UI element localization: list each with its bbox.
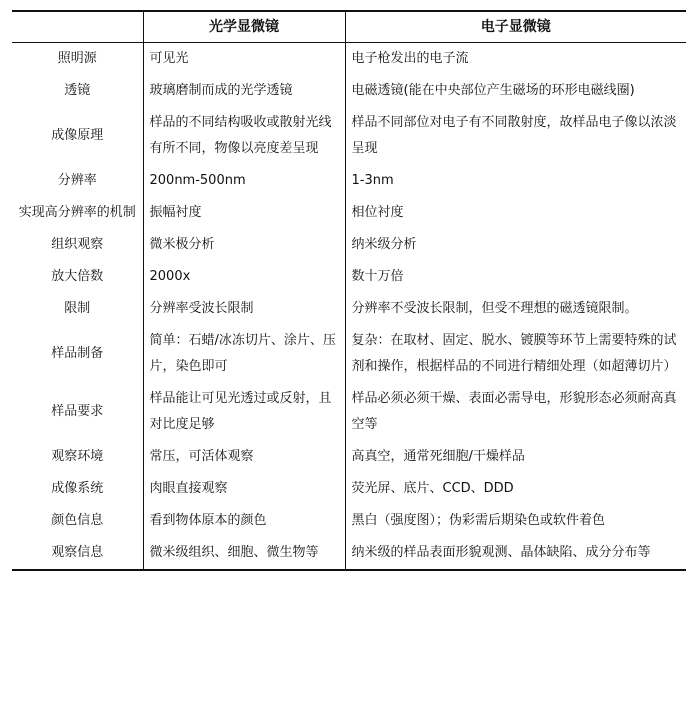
optical-cell: 样品能让可见光透过或反射，且对比度足够 bbox=[143, 383, 345, 441]
header-blank-cell bbox=[12, 11, 143, 43]
table-row bbox=[12, 293, 686, 325]
optical-cell: 分辨率受波长限制 bbox=[143, 293, 345, 325]
table-row bbox=[12, 107, 686, 165]
electron-cell: 数十万倍 bbox=[345, 261, 686, 293]
table-row bbox=[12, 165, 686, 197]
optical-cell: 振幅衬度 bbox=[143, 197, 345, 229]
optical-cell: 2000x bbox=[143, 261, 345, 293]
electron-cell: 复杂：在取材、固定、脱水、镀膜等环节上需要特殊的试剂和操作，根据样品的不同进行精细处理（如超薄切片） bbox=[345, 325, 686, 383]
row-label: 样品制备 bbox=[51, 346, 104, 361]
electron-cell: 1-3nm bbox=[345, 165, 686, 197]
row-label: 观察信息 bbox=[51, 545, 104, 560]
electron-cell: 相位衬度 bbox=[345, 197, 686, 229]
electron-cell: 样品必须必须干燥、表面必需导电，形貌形态必须耐高真空等 bbox=[345, 383, 686, 441]
row-label: 照明源 bbox=[57, 51, 97, 66]
row-label: 颜色信息 bbox=[51, 513, 104, 528]
table-row bbox=[12, 325, 686, 383]
row-label: 放大倍数 bbox=[51, 269, 104, 284]
table-row bbox=[12, 197, 686, 229]
row-label: 成像原理 bbox=[51, 128, 104, 143]
header-optical-microscope: 光学显微镜 bbox=[143, 11, 345, 43]
electron-cell: 分辨率不受波长限制，但受不理想的磁透镜限制。 bbox=[345, 293, 686, 325]
table-row bbox=[12, 537, 686, 570]
optical-cell: 微米极分析 bbox=[143, 229, 345, 261]
header-electron-microscope: 电子显微镜 bbox=[345, 11, 686, 43]
header-row bbox=[12, 11, 686, 43]
row-label: 实现高分辨率的机制 bbox=[18, 205, 136, 220]
electron-cell: 电子枪发出的电子流 bbox=[345, 43, 686, 76]
table-row bbox=[12, 75, 686, 107]
table-header bbox=[12, 11, 686, 43]
row-label: 观察环境 bbox=[51, 449, 104, 464]
table-row bbox=[12, 383, 686, 441]
table-row bbox=[12, 473, 686, 505]
row-label: 限制 bbox=[64, 301, 91, 316]
optical-cell: 看到物体原本的颜色 bbox=[143, 505, 345, 537]
optical-cell: 样品的不同结构吸收或散射光线有所不同，物像以亮度差呈现 bbox=[143, 107, 345, 165]
row-label: 透镜 bbox=[64, 83, 91, 98]
optical-cell: 微米级组织、细胞、微生物等 bbox=[143, 537, 345, 570]
electron-cell: 黑白（强度图）；伪彩需后期染色或软件着色 bbox=[345, 505, 686, 537]
optical-cell: 200nm-500nm bbox=[143, 165, 345, 197]
comparison-table bbox=[12, 10, 686, 571]
table-row bbox=[12, 505, 686, 537]
electron-cell: 纳米级的样品表面形貌观测、晶体缺陷、成分分布等 bbox=[345, 537, 686, 570]
electron-cell: 样品不同部位对电子有不同散射度，故样品电子像以浓淡呈现 bbox=[345, 107, 686, 165]
optical-cell: 简单：石蜡/冰冻切片、涂片、压片，染色即可 bbox=[143, 325, 345, 383]
row-label: 成像系统 bbox=[51, 481, 104, 496]
electron-cell: 荧光屏、底片、CCD、DDD bbox=[345, 473, 686, 505]
optical-cell: 玻璃磨制而成的光学透镜 bbox=[143, 75, 345, 107]
row-label: 分辨率 bbox=[57, 173, 97, 188]
row-label: 组织观察 bbox=[51, 237, 104, 252]
table-row bbox=[12, 441, 686, 473]
optical-cell: 肉眼直接观察 bbox=[143, 473, 345, 505]
table-row bbox=[12, 229, 686, 261]
electron-cell: 电磁透镜(能在中央部位产生磁场的环形电磁线圈) bbox=[345, 75, 686, 107]
table-row bbox=[12, 261, 686, 293]
optical-cell: 可见光 bbox=[143, 43, 345, 76]
electron-cell: 高真空，通常死细胞/干燥样品 bbox=[345, 441, 686, 473]
row-label: 样品要求 bbox=[51, 404, 104, 419]
optical-cell: 常压，可活体观察 bbox=[143, 441, 345, 473]
table-body bbox=[12, 43, 686, 571]
electron-cell: 纳米级分析 bbox=[345, 229, 686, 261]
table-row bbox=[12, 43, 686, 76]
